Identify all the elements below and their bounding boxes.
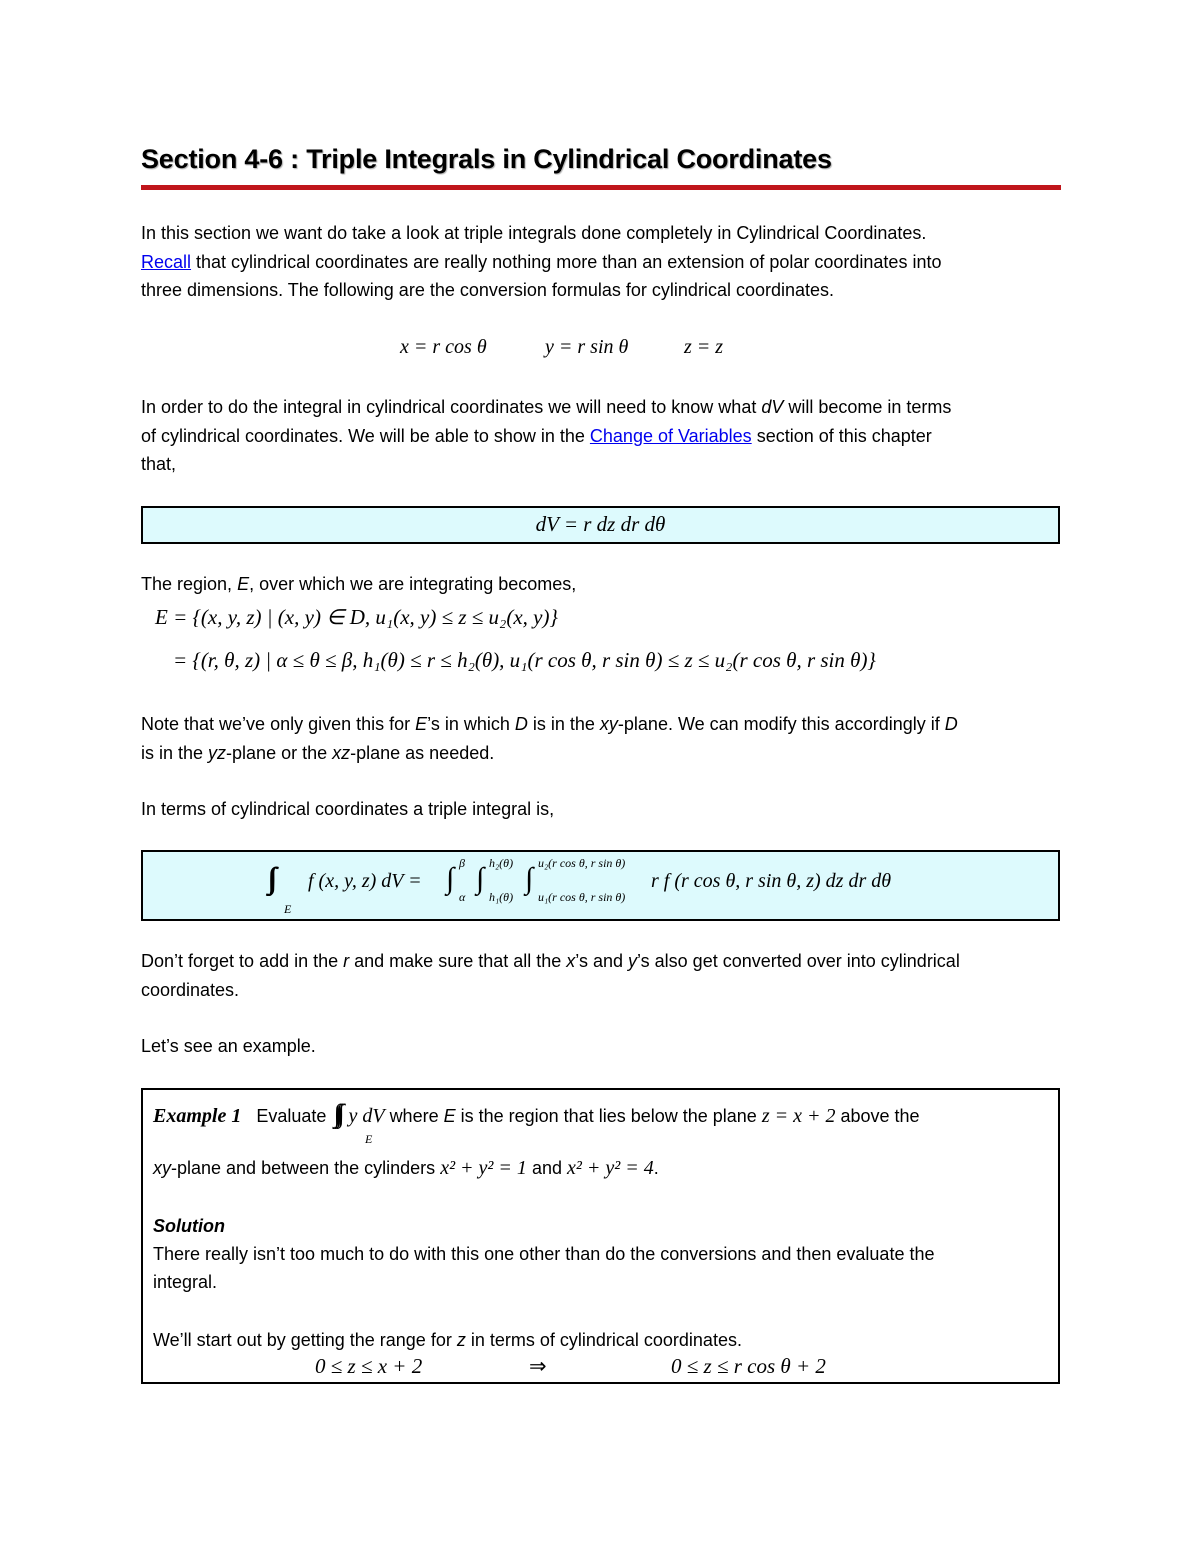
range-inequality-cylindrical: 0 ≤ z ≤ r cos θ + 2: [671, 1354, 826, 1378]
range-inequality-xyz: 0 ≤ z ≤ x + 2: [315, 1354, 423, 1378]
solution-label: Solution: [153, 1216, 225, 1236]
region-intro: The region, E, over which we are integrating becomes,: [141, 574, 577, 594]
example-region-subscript: E: [365, 1132, 373, 1146]
cylinder-1-equation: x² + y² = 1: [440, 1157, 527, 1179]
region-set-xyz: E = {(x, y, z) | (x, y) ∈ D, u₁(x, y) ≤ z ≤ u₂(x, y)}: [155, 605, 558, 629]
conversion-x: x = r cos θ: [400, 336, 487, 358]
example-label: Example 1: [153, 1105, 242, 1127]
region-set-cylindrical: = {(r, θ, z) | α ≤ θ ≤ β, h₁(θ) ≤ r ≤ h₂(θ), u₁(r cos θ, r sin θ) ≤ z ≤ u₂(r cos θ, r sin θ)}: [173, 648, 876, 672]
dv-formula-box: [141, 506, 1060, 544]
note-paragraph: Note that we’ve only given this for E’s in which D is in the xy-plane. We can modify this accordingly if D is in the yz-plane or the xz-plane as needed.: [141, 714, 958, 763]
inner-integral-sign: ∫: [525, 862, 534, 895]
lets-see-line: Let’s see an example.: [141, 1036, 316, 1056]
implies-arrow: ⇒: [529, 1354, 547, 1378]
outer-lower-limit: α: [459, 890, 466, 904]
inner-lower-limit: u₁(r cos θ, r sin θ): [538, 890, 626, 904]
intro-paragraph: [141, 219, 1061, 305]
dv-line-2: of cylindrical coordinates. We will be able to show in the Change of Variables section of this chapter: [141, 425, 932, 446]
example-integrand: y dV: [348, 1105, 385, 1127]
conversion-z: z = z: [684, 336, 724, 358]
outer-upper-limit: β: [459, 856, 465, 870]
page-title: Section 4-6 : Triple Integrals in Cylindrical Coordinates: [141, 144, 832, 174]
recall-link[interactable]: Recall: [141, 251, 192, 272]
title-underline: [141, 185, 1061, 190]
change-of-variables-link[interactable]: Change of Variables: [589, 425, 752, 446]
dv-paragraph: [141, 393, 1061, 479]
intro-line-2: Recall that cylindrical coordinates are really nothing more than an extension of polar coordinates into: [141, 251, 942, 272]
outer-integral-sign: ∫: [446, 862, 455, 895]
intro-line-1: In this section we want do take a look at triple integrals done completely in Cylindrical Coordinates.: [141, 223, 927, 243]
example-statement-line-2: xy-plane and between the cylinders x² + y² = 1 and x² + y² = 4.: [153, 1157, 659, 1179]
triple-integrand: r f (r cos θ, r sin θ, z) dz dr dθ: [651, 870, 892, 892]
range-intro: We’ll start out by getting the range for z in terms of cylindrical coordinates.: [153, 1330, 742, 1350]
inner-upper-limit: u₂(r cos θ, r sin θ): [538, 856, 626, 870]
solution-text: There really isn’t too much to do with this one other than do the conversions and then evaluate the integral.: [153, 1244, 935, 1292]
terms-line: In terms of cylindrical coordinates a triple integral is,: [141, 799, 555, 819]
dv-line-1: In order to do the integral in cylindrical coordinates we will need to know what dV will become in terms: [141, 397, 952, 417]
dv-line-3: that,: [141, 454, 177, 474]
dv-formula: dV = r dz dr dθ: [535, 512, 666, 536]
intro-line-3: three dimensions. The following are the conversion formulas for cylindrical coordinates.: [141, 280, 835, 300]
reminder-paragraph: Don’t forget to add in the r and make sure that all the x’s and y’s also get converted over into cylindrical coordinates.: [141, 951, 960, 1000]
middle-lower-limit: h₁(θ): [489, 890, 514, 904]
example-box: [141, 1088, 1060, 1384]
region-subscript: E: [284, 902, 292, 916]
example-statement-line-1: Example 1 Evaluate y dV where E is the region that lies below the plane z = x + 2 above the: [153, 1105, 920, 1127]
middle-upper-limit: h₂(θ): [489, 856, 514, 870]
middle-integral-sign: ∫: [476, 862, 485, 895]
example-plane-equation: z = x + 2: [761, 1105, 836, 1127]
cylinder-2-equation: x² + y² = 4: [566, 1157, 654, 1179]
triple-integral-box: [141, 850, 1060, 921]
triple-lhs: f (x, y, z) dV =: [308, 870, 422, 892]
conversion-y: y = r sin θ: [545, 336, 629, 358]
